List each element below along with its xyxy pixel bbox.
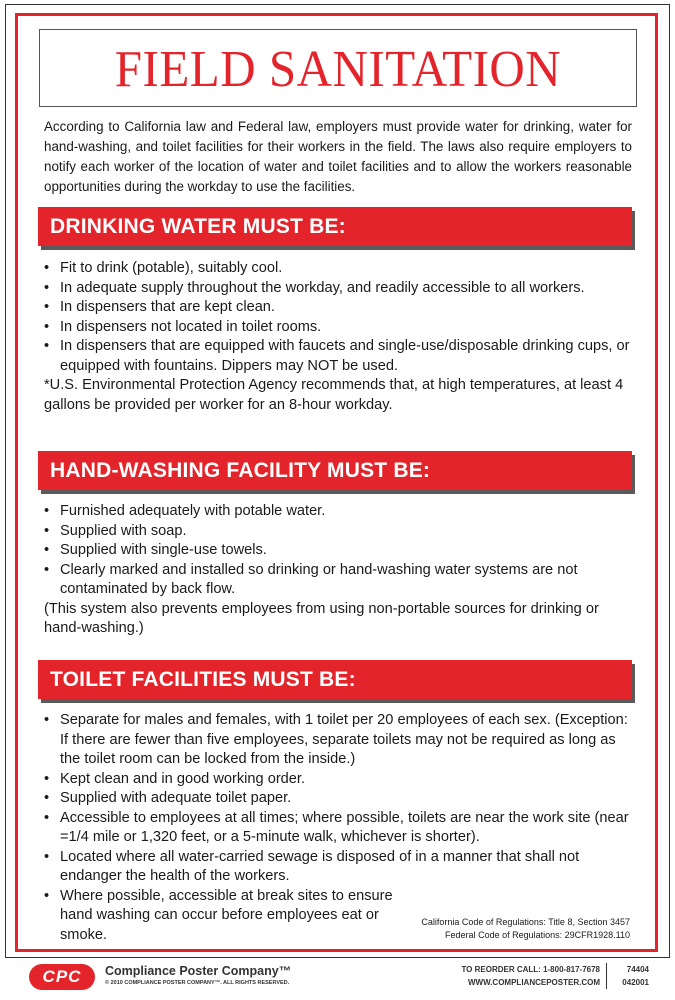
reorder-phone: TO REORDER CALL: 1-800-817-7678 (461, 965, 600, 974)
revision-number: 042001 (622, 978, 649, 987)
cpc-logo: CPC (29, 964, 95, 990)
title-box (39, 29, 637, 107)
list-item: • Kept clean and in good working order. (44, 770, 636, 790)
list-item: • Supplied with single-use towels. (44, 541, 636, 561)
item-number: 74404 (626, 965, 649, 974)
list-item: • Clearly marked and installed so drinking or hand-washing water systems are not contaminated by back flow. (44, 561, 636, 600)
list-item: • Located where all water-carried sewage is disposed of in a manner that shall not endanger the health of the workers. (44, 848, 636, 887)
list-item: • In dispensers that are kept clean. (44, 298, 636, 318)
section-heading-hand-washing (38, 451, 632, 490)
list-item: • Separate for males and females, with 1 toilet per 20 employees of each sex. (Exception: If there are fewer than five employees, separate toilets may not be required as long as the toilet room can be locked from the inside.) (44, 711, 636, 770)
reorder-info (429, 963, 607, 989)
section-heading-toilet-facilities (38, 660, 632, 699)
section-heading-label: DRINKING WATER MUST BE: (50, 214, 346, 238)
list-item: • Fit to drink (potable), suitably cool. (44, 259, 636, 279)
toilet-facilities-list (44, 711, 636, 945)
section-heading-label: TOILET FACILITIES MUST BE: (50, 667, 356, 691)
company-name: Compliance Poster Company™ (105, 964, 292, 978)
california-code: California Code of Regulations: Title 8, Section 3457 (421, 917, 630, 927)
list-item: • Furnished adequately with potable water. (44, 502, 636, 522)
footer (29, 961, 649, 995)
list-item: • Where possible, accessible at break sites to ensure hand washing can occur before employees eat or smoke. (44, 887, 394, 946)
list-item: • In adequate supply throughout the workday, and readily accessible to all workers. (44, 279, 636, 299)
website-link[interactable]: WWW.COMPLIANCEPOSTER.COM (468, 978, 600, 987)
list-item: • Supplied with soap. (44, 522, 636, 542)
drinking-water-list (44, 259, 636, 415)
regulation-codes (421, 916, 630, 942)
item-codes (615, 963, 649, 989)
drinking-water-note: *U.S. Environmental Protection Agency recommends that, at high temperatures, at least 4 gallons be provided per worker for an 8-hour workday. (44, 377, 624, 413)
section-heading-label: HAND-WASHING FACILITY MUST BE: (50, 458, 431, 482)
hand-washing-list (44, 502, 636, 639)
intro-paragraph: According to California law and Federal law, employers must provide water for drinking, water for hand-washing, and toilet facilities for their workers in the field. The laws also require employers to notify each worker of the location of water and toilet facilities and to allow the workers reasonable opportunities during the workday to use the facilities. (44, 119, 632, 194)
list-item: • Accessible to employees at all times; where possible, toilets are near the work site (near =1/4 mile or 1,320 feet, or a 5-minute walk, whichever is shorter). (44, 809, 636, 848)
list-item: • In dispensers not located in toilet rooms. (44, 318, 636, 338)
page-title: FIELD SANITATION (114, 39, 562, 97)
list-item: • Supplied with adequate toilet paper. (44, 789, 636, 809)
list-item: • In dispensers that are equipped with faucets and single-use/disposable drinking cups, or equipped with fountains. Dippers may NOT be used. (44, 337, 636, 376)
federal-code: Federal Code of Regulations: 29CFR1928.110 (445, 930, 630, 940)
hand-washing-note: (This system also prevents employees from using non-portable sources for drinking or hand-washing.) (44, 600, 599, 636)
section-heading-drinking-water (38, 207, 632, 246)
copyright-text: © 2010 COMPLIANCE POSTER COMPANY™. ALL RIGHTS RESERVED. (105, 980, 290, 986)
